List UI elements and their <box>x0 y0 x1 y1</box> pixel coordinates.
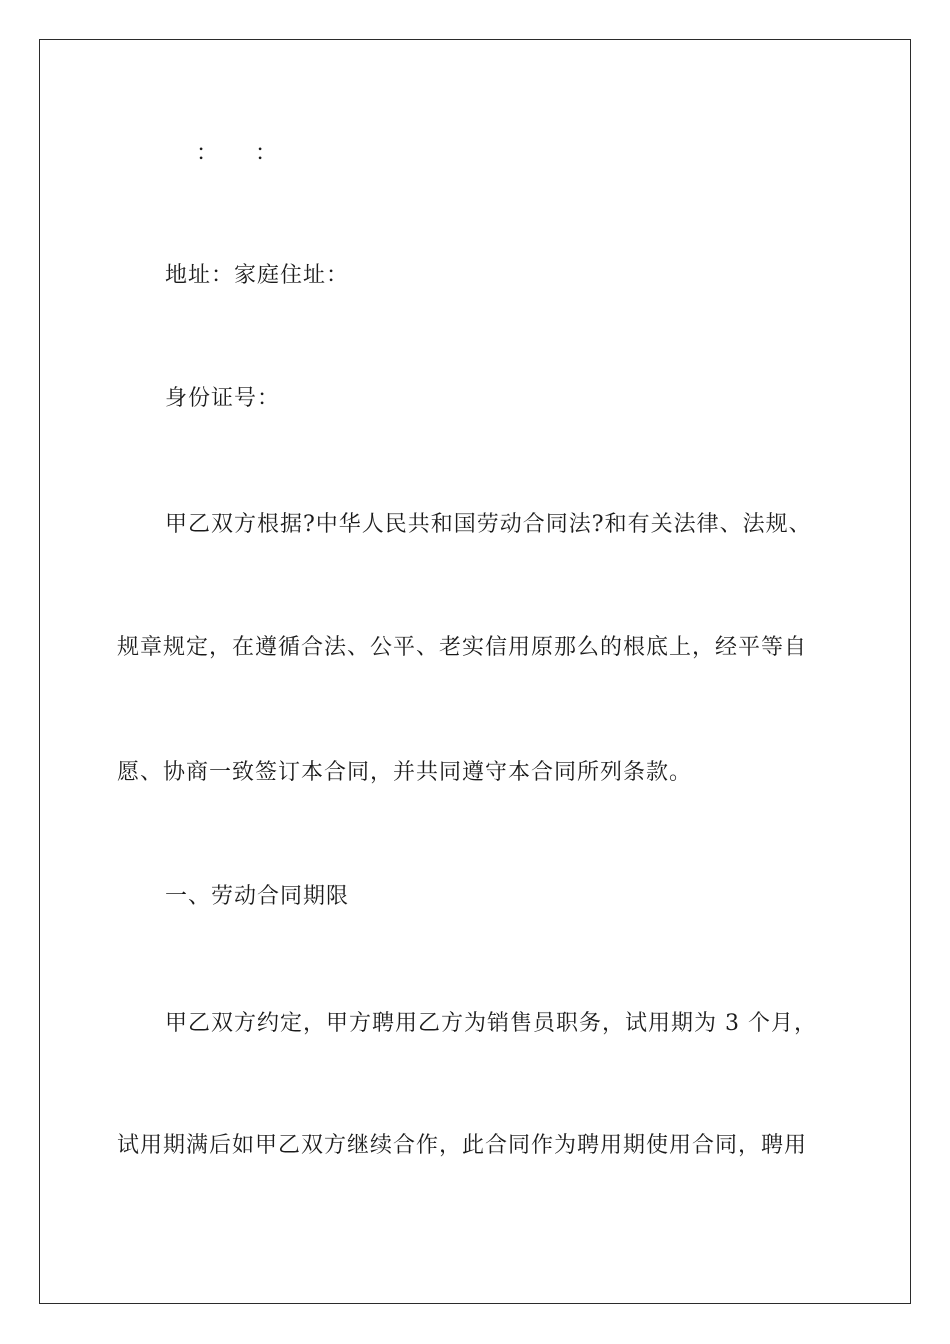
intro-paragraph-line-1: 甲乙双方根据?中华人民共和国劳动合同法?和有关法律、法规、 <box>165 512 812 537</box>
section-1-paragraph-line-1: 甲乙双方约定，甲方聘用乙方为销售员职务，试用期为 3 个月， <box>165 1011 817 1036</box>
header-colon-1: ： <box>196 141 219 166</box>
page-border <box>39 39 911 1304</box>
id-number-field-label: 身份证号： <box>165 386 281 411</box>
address-field-label: 地址：家庭住址： <box>165 263 350 288</box>
section-1-paragraph-line-2: 试用期满后如甲乙双方继续合作，此合同作为聘用期使用合同，聘用 <box>117 1133 808 1158</box>
intro-paragraph-line-2: 规章规定，在遵循合法、公平、老实信用原那么的根底上，经平等自 <box>117 635 808 660</box>
header-colon-2: ： <box>255 141 278 166</box>
section-1-heading: 一、劳动合同期限 <box>165 884 350 909</box>
intro-paragraph-line-3: 愿、协商一致签订本合同，并共同遵守本合同所列条款。 <box>117 760 693 785</box>
